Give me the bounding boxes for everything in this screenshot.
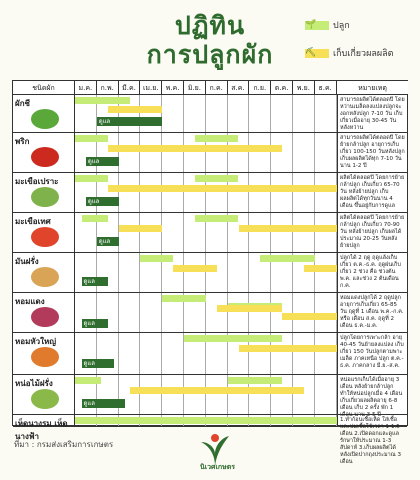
month-cell [315, 333, 337, 374]
care-bar: ดูแล [82, 319, 108, 328]
plant-bar [195, 175, 239, 182]
month-cell [184, 375, 206, 414]
month-header: ก.พ. [97, 81, 119, 95]
month-cell [162, 375, 184, 414]
plant-bar [184, 335, 282, 342]
legend-plant-label: ปลูก [333, 21, 350, 31]
logo-text: นิเวศเกษตร [199, 463, 236, 471]
month-cell [315, 95, 337, 132]
month-cell [315, 133, 337, 172]
coriander-icon [31, 109, 59, 129]
month-cell [140, 375, 162, 414]
shovel-icon: ⛏ [305, 48, 317, 58]
month-cell [140, 333, 162, 374]
month-cell [140, 293, 162, 332]
crop-row [13, 293, 407, 333]
crop-cell [13, 213, 75, 252]
legend-harvest [305, 46, 394, 60]
crop-row [13, 375, 407, 418]
crop-cell [13, 253, 75, 292]
tomato-icon [31, 227, 59, 247]
harvest-bar [119, 225, 163, 232]
month-cell [119, 213, 141, 252]
asparagus-icon [31, 389, 59, 409]
month-header: ก.ค. [206, 81, 228, 95]
crop-name: มะเขือเปราะ [15, 177, 59, 186]
month-cell [140, 95, 162, 132]
month-cell [249, 95, 271, 132]
crop-cell [13, 173, 75, 212]
crop-row [13, 133, 407, 173]
note-cell [337, 253, 407, 292]
harvest-bar [239, 345, 337, 352]
plant-bar [82, 215, 108, 222]
month-cell [293, 333, 315, 374]
crop-note: 1.ทำก้อนเชื้อเห็ด ใส่เชื้อและบ่มเชื้อใช้เวลา 1-1.5 เดือน 2.เปิดดอกและดูแลรักษาให้ประมาณ 1-3 สัปดาห์ 3.เก็บผลผลิตได้หลังเปิดปากถุงประมาณ 3 เดือน [340, 417, 402, 465]
crop-name: หอมหัวใหญ่ [15, 337, 57, 346]
plant-bar [75, 417, 337, 424]
month-cell [249, 213, 271, 252]
eggplant-icon [31, 187, 59, 207]
note-cell [337, 375, 407, 418]
crop-cell [13, 133, 75, 172]
title-line-1: ปฏิทิน [174, 11, 246, 40]
care-bar: ดูแล [82, 277, 108, 286]
plant-bar [195, 215, 239, 222]
chili-icon [31, 147, 59, 167]
crop-row [13, 173, 407, 213]
month-cell [162, 133, 184, 172]
month-cell [249, 293, 271, 332]
harvest-bar [108, 145, 282, 152]
sprout-icon: 🌱 [305, 20, 317, 30]
harvest-bar [130, 387, 304, 394]
source-text: ที่มา : กรมส่งเสริมการเกษตร [14, 440, 114, 449]
month-cell [140, 133, 162, 172]
month-cell [206, 293, 228, 332]
harvest-bar [239, 225, 337, 232]
crop-cell [13, 415, 75, 441]
month-cell [140, 213, 162, 252]
care-bar: ดูแล [97, 237, 119, 246]
month-header: พ.ย. [293, 81, 315, 95]
month-cell [228, 95, 250, 132]
month-header: เม.ย. [140, 81, 162, 95]
month-cell [315, 173, 337, 212]
month-cell [184, 95, 206, 132]
note-cell [337, 333, 407, 374]
month-cell [271, 95, 293, 132]
note-cell [337, 95, 407, 132]
note-cell [337, 133, 407, 172]
month-cell [271, 133, 293, 172]
month-cell [206, 95, 228, 132]
crop-row [13, 213, 407, 253]
header-note: หมายเหตุ [337, 81, 408, 95]
month-header: พ.ค. [162, 81, 184, 95]
crop-note: ปลูกโดยการเพาะกล้า อายุ 40-45 วันย้ายลงแปลง เก็บเกี่ยว 150 วันปลูกตามพาะเมล็ด ภาคเหนือ ปลูก ต.ค.-ธ.ค. ภาคกลาง มี.ย.-ส.ค. [340, 335, 404, 369]
month-cell [293, 133, 315, 172]
month-cell [97, 253, 119, 292]
potato-icon [31, 267, 59, 287]
harvest-bar [282, 313, 337, 320]
month-cell [249, 173, 271, 212]
month-cell [119, 173, 141, 212]
plant-bar [140, 255, 173, 262]
crop-name: พริก [15, 137, 30, 146]
crop-name: ผักชี [15, 99, 30, 108]
care-bar: ดูแล [82, 399, 126, 408]
month-cell [228, 253, 250, 292]
month-cell [228, 293, 250, 332]
month-header: ม.ค. [75, 81, 97, 95]
harvest-bar [304, 265, 337, 272]
note-cell [337, 173, 407, 212]
legend-plant [305, 18, 350, 32]
crop-note: ปลูกได้ 2 ฤดู ฤดูแล้งเก็บเกี่ยว ต.ค.-ธ.ค. ฤดูฝนเก็บเกี่ยว 2 ช่วง คือ ช่วงต้น พ.ค. และช่วง 2 ต้นเดือน ก.ค. [340, 255, 401, 289]
note-cell [337, 213, 407, 252]
plant-bar [228, 377, 283, 384]
month-cell [293, 173, 315, 212]
month-cell [293, 213, 315, 252]
crop-note: สามารถผลิตได้ตลอดปี โดยหว่านเมล็ดลงแปลงปลูกจะงอกหลังปลูก 7-10 วัน เก็บเกี่ยวเมื่ออายุ 30-45 วัน หลังหว่าน [340, 97, 405, 131]
harvest-bar [108, 185, 337, 192]
month-cell [119, 333, 141, 374]
plant-bar [75, 175, 108, 182]
harvest-bar [173, 265, 217, 272]
month-cell [162, 173, 184, 212]
month-cell [271, 173, 293, 212]
crop-cell [13, 95, 75, 132]
month-cell [315, 213, 337, 252]
harvest-bar [217, 305, 282, 312]
plant-bar [195, 135, 239, 142]
crop-row [13, 253, 407, 293]
crop-name: เห็ดนางรม เห็ดนางฟ้า [15, 419, 68, 441]
crop-cell [13, 293, 75, 332]
month-cell [206, 253, 228, 292]
crop-row [13, 333, 407, 375]
crop-note: ผลิตได้ตลอดปี โดยการย้ายกล้าปลูก เก็บเกี่ยว 70-90 วัน หลังย้ายปลูก เก็บผลได้ประมาณ 20-25 วันหลังย้ายปลูก [340, 215, 405, 249]
header-crop: ชนิดผัก [13, 81, 75, 95]
crop-name: มะเขือเทศ [15, 217, 51, 226]
crop-name: หน่อไม้ฝรั่ง [15, 379, 53, 388]
onion-icon [31, 347, 59, 367]
crop-row [13, 95, 407, 133]
month-cell [162, 95, 184, 132]
month-cell [162, 213, 184, 252]
month-cell [119, 253, 141, 292]
crop-cell [13, 333, 75, 374]
month-header: มิ.ย. [184, 81, 206, 95]
care-bar: ดูแล [97, 117, 162, 126]
plant-bar [75, 97, 130, 104]
month-header: ก.ย. [249, 81, 271, 95]
month-header: ธ.ค. [315, 81, 337, 95]
month-cell [293, 95, 315, 132]
month-cell [140, 173, 162, 212]
care-bar: ดูแล [86, 197, 119, 206]
crop-note: ผลิตได้ตลอดปี โดยการย้ายกล้าปลูก เก็บเกี่ยว 65-70 วัน หลังย้ายปลูก เก็บผลผลิตได้ทุกวันนาน 4 เดือน ขึ้นอยู่กับการดูแล [340, 175, 405, 209]
month-header: ต.ค. [271, 81, 293, 95]
month-header: มี.ค. [119, 81, 141, 95]
crop-note: หน่อแรกเก็บได้เมื่ออายุ 3 เดือน หลังย้ายกล้าปลูก ทำให้หน่อปลูกเมื่อ 4 เดือน เก็บเกี่ยวผลผลิตอายุ 6-8 เดือน เก็บ 2 ครั้ง พัก 1 เดือน นาน 3-5 ปี [340, 377, 403, 418]
month-cell [271, 213, 293, 252]
crop-name: มันฝรั่ง [15, 257, 39, 266]
plant-bar [260, 255, 315, 262]
crop-note: สามารถผลิตได้ตลอดปี โดยย้ายกล้าปลูก อายุการเก็บเกี่ยว 100-150 วันหลังปลูก เก็บผลผลิตได้ทุก 7-10 วัน นาน 1-2 ปี [340, 135, 405, 169]
month-cell [162, 333, 184, 374]
note-cell [337, 415, 407, 465]
plant-bar [162, 295, 206, 302]
month-cell [206, 375, 228, 414]
crop-name: หอมแดง [15, 297, 45, 306]
harvest-bar [108, 106, 163, 113]
month-cell [119, 293, 141, 332]
shallot-icon [31, 307, 59, 327]
care-bar: ดูแล [82, 359, 115, 368]
crop-cell [13, 375, 75, 414]
title-line-2: การปลูกผัก [146, 40, 274, 69]
plant-bar [75, 377, 101, 384]
crop-note: หอมแดงปลูกได้ 2 ฤดูปลูก อายุการเก็บเกี่ยว 65-85 วัน ฤดูที่ 1 เดือน พ.ค.-ก.ค. หรือ เดือน ส.ค. ฤดูที่ 2 เดือน ธ.ค.-ม.ค. [340, 295, 404, 329]
month-header: ส.ค. [228, 81, 250, 95]
month-cell [184, 253, 206, 292]
month-cell [315, 375, 337, 414]
month-cell [293, 375, 315, 414]
month-cell [119, 375, 141, 414]
note-cell [337, 293, 407, 332]
month-cell [75, 253, 97, 292]
month-cell [315, 253, 337, 292]
month-cell [249, 133, 271, 172]
legend-harvest-label: เก็บเกี่ยวผลผลิต [333, 49, 394, 59]
month-cell [119, 133, 141, 172]
plant-bar [75, 135, 108, 142]
care-bar: ดูแล [86, 157, 119, 166]
